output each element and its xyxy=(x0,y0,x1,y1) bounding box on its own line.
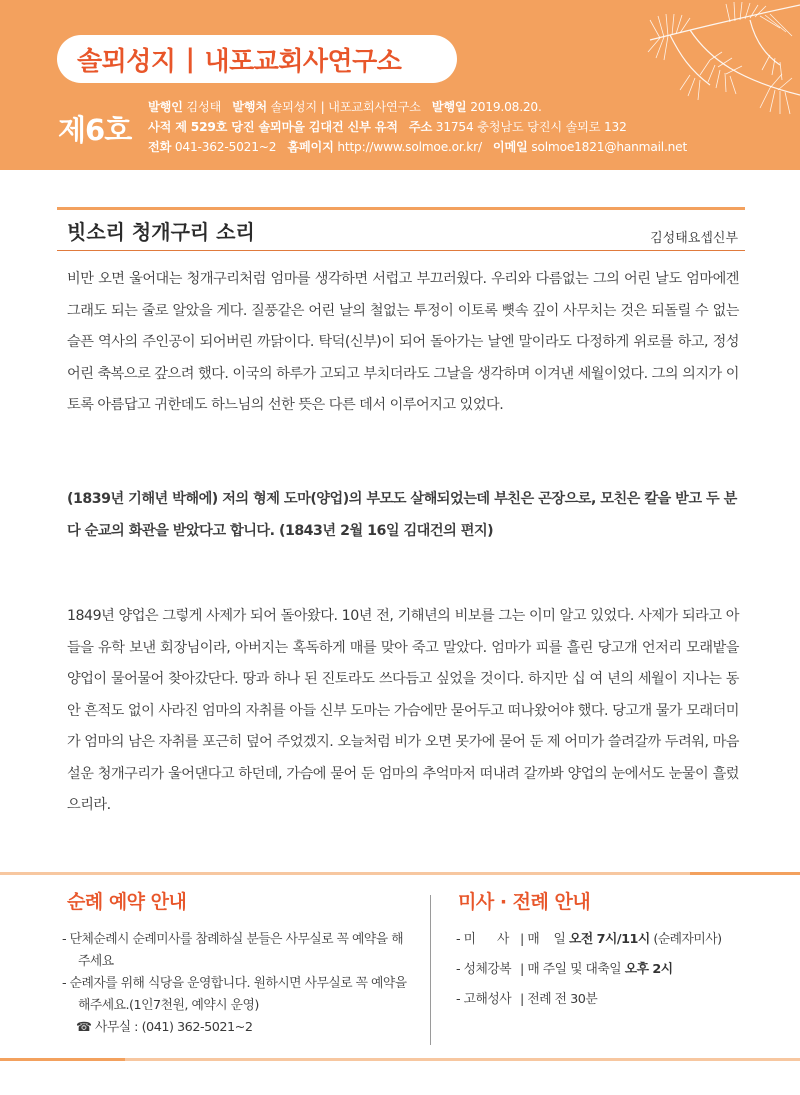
masthead xyxy=(0,0,800,170)
footer-top-rule-accent xyxy=(690,872,800,875)
article-top-rule xyxy=(57,207,745,210)
mass-daily-label: | 매 일 xyxy=(520,932,566,947)
site-name: 솔뫼성지 xyxy=(77,46,176,77)
publishing-office-value: 솔뫼성지 | 내포교회사연구소 xyxy=(270,100,421,114)
benediction-row xyxy=(456,959,796,981)
phone-icon: ☎ xyxy=(76,1020,92,1035)
phone-value: 041-362-5021~2 xyxy=(174,140,277,154)
phone-label: 전화 xyxy=(148,140,172,154)
publisher-value: 김성태 xyxy=(186,100,222,114)
footer-top-rule-light xyxy=(0,872,690,875)
title-banner xyxy=(57,35,457,83)
address-label: 주소 xyxy=(408,120,433,134)
confession-label: - 고해성사 xyxy=(456,992,512,1007)
address-line xyxy=(148,118,627,135)
mass-daily-note: (순례자미사) xyxy=(653,932,722,947)
footer-bottom-rule-light xyxy=(125,1058,800,1061)
publish-date-value: 2019.08.20. xyxy=(470,100,542,114)
footer-column-divider xyxy=(430,895,431,1045)
benediction-detail xyxy=(520,959,673,981)
mass-row-detail xyxy=(520,929,722,951)
mass-row xyxy=(456,929,796,951)
title-separator: | xyxy=(185,44,195,74)
email-link[interactable]: solmoe1821@hanmail.net xyxy=(531,140,688,154)
homepage-link[interactable]: http://www.solmoe.or.kr/ xyxy=(337,140,482,154)
email-label: 이메일 xyxy=(492,140,528,154)
office-phone-text: 사무실 : (041) 362-5021~2 xyxy=(95,1020,253,1035)
publish-date-label: 발행일 xyxy=(431,100,467,114)
homepage-label: 홈페이지 xyxy=(287,140,334,154)
pilgrimage-info xyxy=(62,929,412,1039)
pilgrimage-title: 순례 예약 안내 xyxy=(67,891,187,913)
footer-bottom-rule-accent xyxy=(0,1058,125,1061)
mass-title: 미사 · 전례 안내 xyxy=(458,891,591,913)
benediction-label: - 성체강복 xyxy=(456,962,512,977)
article-title-underline xyxy=(57,250,745,251)
office-phone xyxy=(62,1017,412,1039)
article-paragraph-2: 1849년 양업은 그렇게 사제가 되어 돌아왔다. 10년 전, 기해년의 비보를 그는 이미 알고 있었다. 사제가 되라고 아들을 유학 보낸 회장님이라, 아버지는 혹독하게 매를 맞아 죽고 말았다. 엄마가 피를 흘린 당고개 언저리 모래밭을 양업이 물어물어 찾아갔단다. 땅과 하나 된 진토라도 쓰다듬고 싶었을 것이다. 하지만 십 여 년의 세월이 지나는 동안 흔적도 없이 사라진 엄마의 자취를 아들 신부 도마는 가슴에만 묻어두고 떠나왔어야 했다. 당고개 물가 모래더미가 엄마의 남은 자취를 포근히 덮어 주었겠지. 오늘처럼 비가 오면 못가에 묻어 둔 제 어미가 쓸려갈까 두려워, 마음 설운 청개구리가 울어댄다고 하던데, 가슴에 묻어 둔 엄마의 추억마저 떠내려 갈까봐 양업의 눈에서도 눈물이 흘렀으리라. xyxy=(67,608,739,813)
publisher-label: 발행인 xyxy=(148,100,183,114)
mass-daily-times: 오전 7시/11시 xyxy=(568,932,650,947)
contact-line xyxy=(148,138,687,155)
benediction-days: | 매 주일 및 대축일 xyxy=(520,962,622,977)
institute-name: 내포교회사연구소 xyxy=(204,46,402,77)
benediction-time: 오후 2시 xyxy=(624,962,673,977)
address-value: 31754 충청남도 당진시 솔뫼로 132 xyxy=(435,120,627,134)
mass-schedule xyxy=(456,929,796,1019)
article-paragraph-1: 비만 오면 울어대는 청개구리처럼 엄마를 생각하면 서럽고 부끄러웠다. 우리와 다름없는 그의 어린 날도 엄마에겐 그래도 되는 줄로 알았을 게다. 질풍같은 어린 날의 철없는 투정이 이토록 뼛속 깊이 사무치는 것은 되돌릴 수 없는 슬픈 역사의 주인공이 되어버린 까닭이다. 탁덕(신부)이 되어 돌아가는 날엔 말이라도 다정하게 위로를 하고, 정성어린 축복으로 갚으려 했다. 이국의 하루가 고되고 부치더라도 그날을 생각하며 이겨낸 세월이었다. 그의 의지가 이토록 아름답고 귀한데도 하느님의 선한 뜻은 다른 데서 이루어지고 있었다. xyxy=(67,271,739,413)
pilgrimage-item-1: - 단체순례시 순례미사를 참례하실 분들은 사무실로 꼭 예약을 해주세요 xyxy=(62,932,404,969)
issue-number: 제6호 xyxy=(58,113,132,147)
confession-detail: | 전례 전 30분 xyxy=(520,992,598,1007)
article-title: 빗소리 청개구리 소리 xyxy=(67,220,255,244)
mass-row-label: - 미 사 xyxy=(456,932,509,947)
historic-site-label: 사적 제 529호 당진 솔뫼마을 김대건 신부 유적 xyxy=(148,120,398,134)
publisher-line xyxy=(148,98,542,115)
article-quote: (1839년 기해년 박해에) 저의 형제 도마(양업)의 부모도 살해되었는데 부친은 곤장으로, 모친은 칼을 받고 두 분 다 순교의 화관을 받았다고 합니다. (1843년 2월 16일 김대건의 편지) xyxy=(67,491,737,539)
pilgrimage-item-2: - 순례자를 위해 식당을 운영합니다. 원하시면 사무실로 꼭 예약을해주세요.(1인7천원, 예약시 운영) xyxy=(62,976,407,1013)
publishing-office-label: 발행처 xyxy=(232,100,267,114)
confession-row xyxy=(456,989,796,1011)
article-author: 김성태요셉신부 xyxy=(650,231,738,246)
